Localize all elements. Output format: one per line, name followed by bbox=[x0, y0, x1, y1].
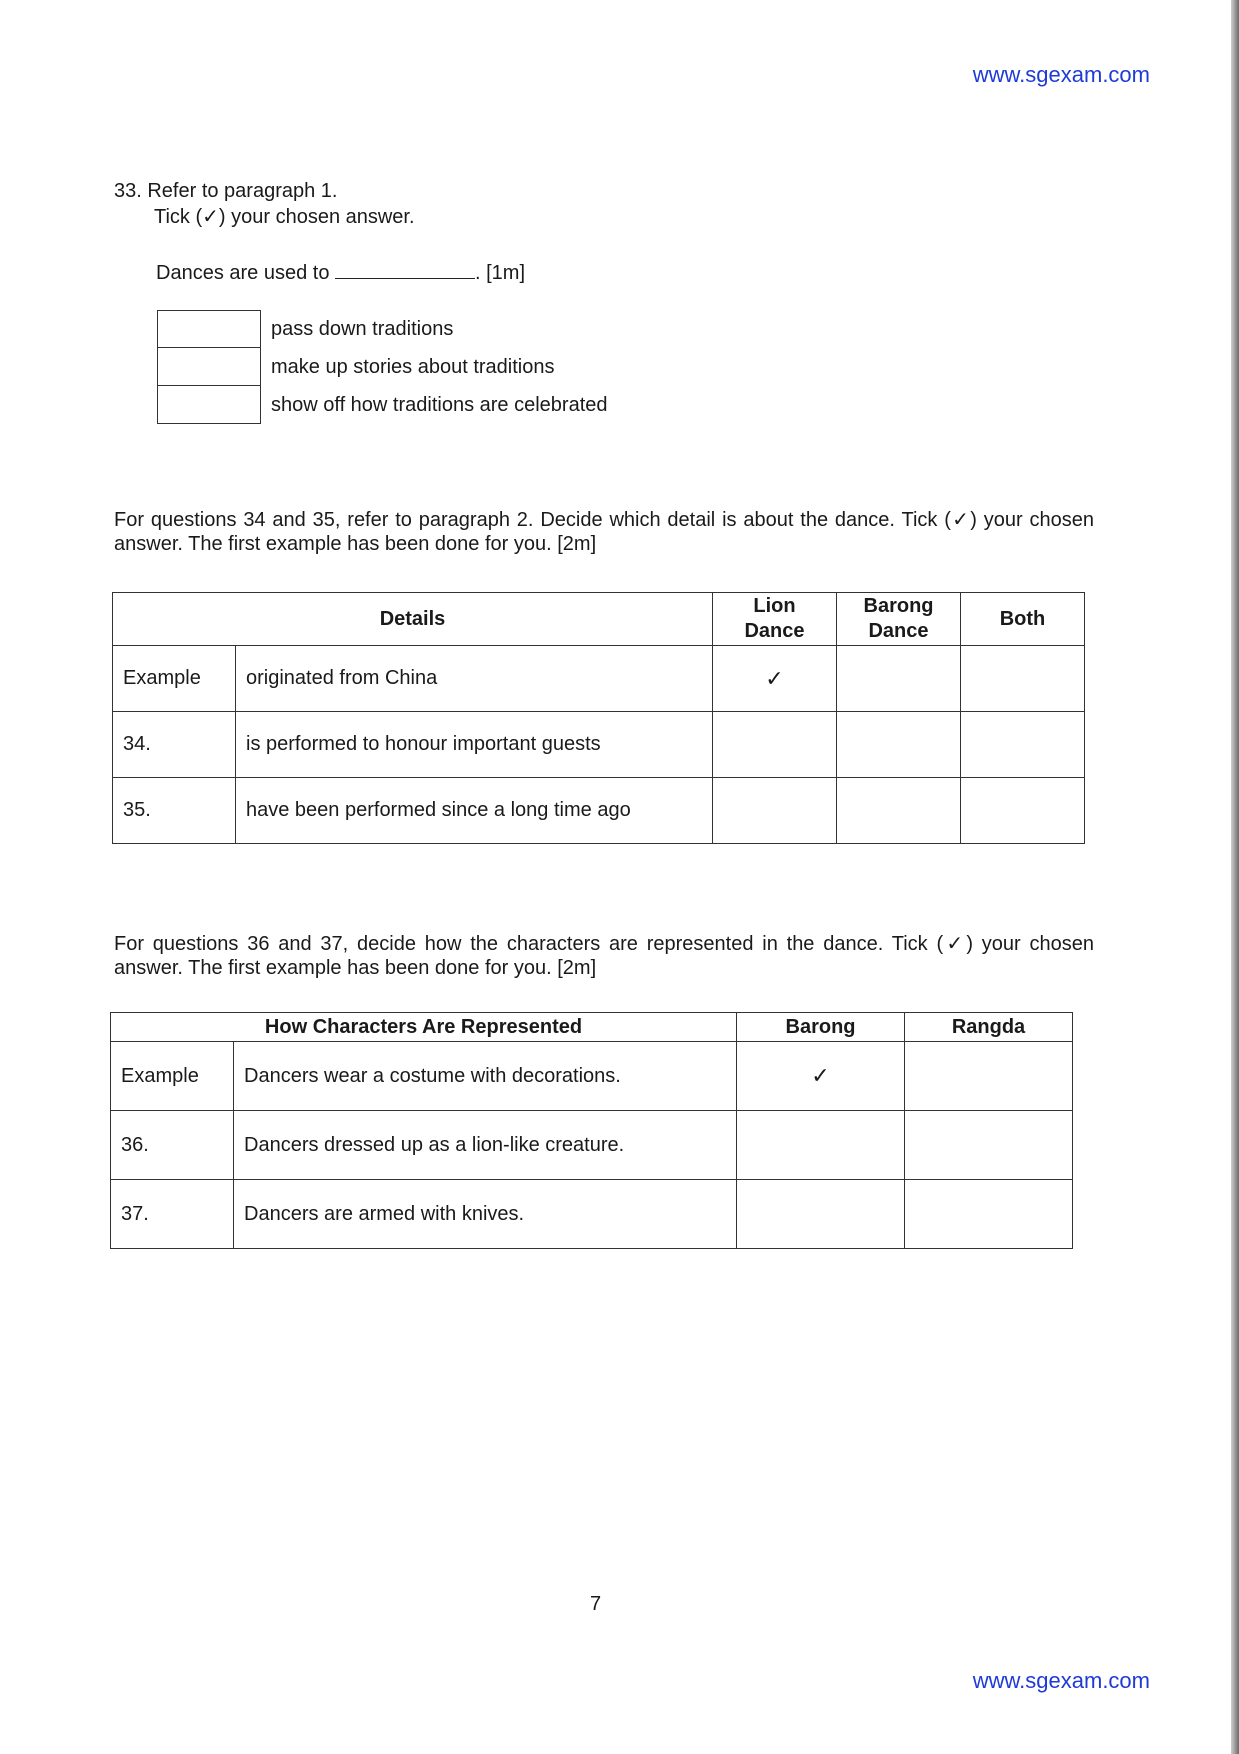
header-both: Both bbox=[961, 593, 1085, 646]
answer-blank bbox=[335, 258, 475, 279]
scan-page-edge bbox=[1231, 0, 1239, 1754]
instruction-36-37: For questions 36 and 37, decide how the characters are represented in the dance. Tick (✓) your chosen answer. The first example has been done for you. [2m] bbox=[114, 933, 1094, 979]
row-label: Example bbox=[113, 646, 236, 712]
question-33-stem bbox=[156, 258, 525, 285]
row-label: 36. bbox=[111, 1111, 234, 1180]
header-details: Details bbox=[113, 593, 713, 646]
question-33-title: 33. Refer to paragraph 1. bbox=[114, 180, 338, 202]
header-text: Dance bbox=[744, 620, 805, 642]
option-row bbox=[157, 386, 608, 424]
page-number: 7 bbox=[590, 1593, 602, 1615]
tick-cell[interactable]: ✓ bbox=[713, 646, 837, 712]
row-label: 35. bbox=[113, 778, 236, 844]
header-lion-dance bbox=[713, 593, 837, 646]
tick-box[interactable] bbox=[157, 348, 261, 386]
header-text: Barong bbox=[863, 595, 934, 617]
tick-cell[interactable] bbox=[905, 1042, 1073, 1111]
table-row bbox=[113, 646, 1085, 712]
row-detail: Dancers are armed with knives. bbox=[234, 1180, 737, 1249]
stem-marks: . [1m] bbox=[475, 262, 526, 284]
header-how-characters: How Characters Are Represented bbox=[111, 1013, 737, 1042]
table-row bbox=[113, 712, 1085, 778]
row-label: 34. bbox=[113, 712, 236, 778]
header-site-link[interactable]: www.sgexam.com bbox=[972, 62, 1150, 87]
question-33 bbox=[114, 178, 415, 230]
table-header-row bbox=[111, 1013, 1073, 1042]
header-rangda: Rangda bbox=[905, 1013, 1073, 1042]
tick-cell[interactable] bbox=[737, 1180, 905, 1249]
footer-site-link[interactable]: www.sgexam.com bbox=[972, 1668, 1150, 1693]
row-detail: have been performed since a long time ago bbox=[236, 778, 713, 844]
option-row bbox=[157, 348, 608, 386]
option-label: show off how traditions are celebrated bbox=[271, 393, 608, 416]
instruction-34-35: For questions 34 and 35, refer to paragraph 2. Decide which detail is about the dance. Tick (✓) your chosen answer. The first example has been done for you. [2m] bbox=[114, 509, 1094, 555]
option-label: make up stories about traditions bbox=[271, 355, 555, 378]
header-text: Dance bbox=[868, 620, 929, 642]
option-label: pass down traditions bbox=[271, 317, 454, 340]
question-33-options bbox=[157, 310, 608, 424]
row-detail: Dancers dressed up as a lion-like creature. bbox=[234, 1111, 737, 1180]
header-barong-dance bbox=[837, 593, 961, 646]
table-row bbox=[113, 778, 1085, 844]
tick-cell[interactable] bbox=[837, 712, 961, 778]
tick-cell[interactable] bbox=[713, 778, 837, 844]
question-33-instruction: Tick (✓) your chosen answer. bbox=[154, 206, 415, 228]
table-row bbox=[111, 1180, 1073, 1249]
row-label: Example bbox=[111, 1042, 234, 1111]
tick-box[interactable] bbox=[157, 386, 261, 424]
row-detail: is performed to honour important guests bbox=[236, 712, 713, 778]
tick-cell[interactable] bbox=[837, 778, 961, 844]
row-label: 37. bbox=[111, 1180, 234, 1249]
tick-cell[interactable] bbox=[713, 712, 837, 778]
tick-cell[interactable] bbox=[961, 646, 1085, 712]
dance-details-table bbox=[112, 592, 1085, 844]
tick-cell[interactable] bbox=[905, 1111, 1073, 1180]
tick-cell[interactable] bbox=[837, 646, 961, 712]
row-detail: Dancers wear a costume with decorations. bbox=[234, 1042, 737, 1111]
table-row bbox=[111, 1111, 1073, 1180]
tick-cell[interactable] bbox=[905, 1180, 1073, 1249]
character-representation-table bbox=[110, 1012, 1073, 1249]
tick-cell[interactable]: ✓ bbox=[737, 1042, 905, 1111]
table-row bbox=[111, 1042, 1073, 1111]
tick-cell[interactable] bbox=[737, 1111, 905, 1180]
stem-text: Dances are used to bbox=[156, 262, 330, 284]
option-row bbox=[157, 310, 608, 348]
row-detail: originated from China bbox=[236, 646, 713, 712]
table-header-row bbox=[113, 593, 1085, 646]
header-text: Lion bbox=[753, 595, 796, 617]
header-barong: Barong bbox=[737, 1013, 905, 1042]
tick-cell[interactable] bbox=[961, 712, 1085, 778]
tick-cell[interactable] bbox=[961, 778, 1085, 844]
tick-box[interactable] bbox=[157, 310, 261, 348]
